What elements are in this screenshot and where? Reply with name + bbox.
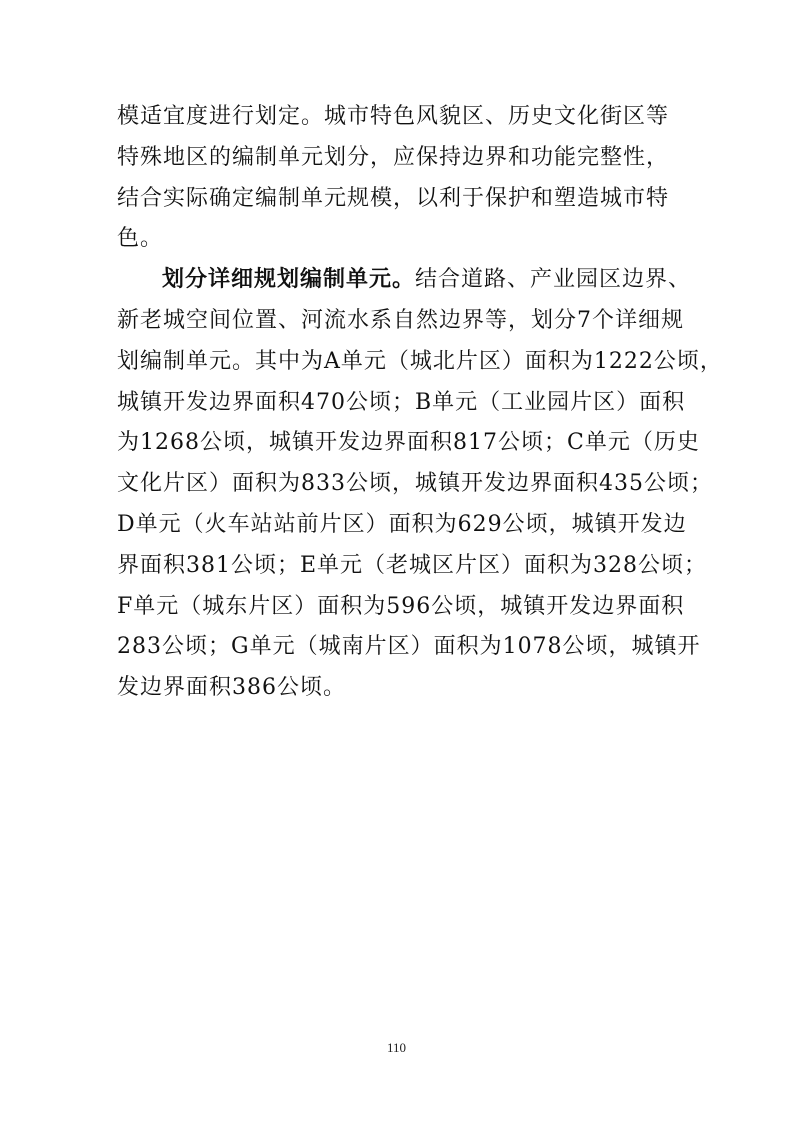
text-line: 新老城空间位置、河流水系自然边界等，划分7个详细规: [117, 307, 684, 333]
text-line: 城镇开发边界面积470公顷；B单元（工业园片区）面积: [117, 389, 686, 415]
text-line: F单元（城东片区）面积为596公顷，城镇开发边界面积: [117, 593, 685, 619]
text-line: 划编制单元。其中为A单元（城北片区）面积为1222公顷，: [117, 348, 723, 374]
text-line: 模适宜度进行划定。城市特色风貌区、历史文化街区等: [117, 104, 670, 129]
text-span: 结合道路、产业园区边界、: [415, 267, 692, 293]
text-line: 特殊地区的编制单元划分，应保持边界和功能完整性，: [117, 144, 670, 170]
text-line: D单元（火车站站前片区）面积为629公顷，城镇开发边: [117, 511, 687, 537]
text-line: 为1268公顷，城镇开发边界面积817公顷；C单元（历史: [117, 430, 700, 456]
document-body: [117, 97, 723, 709]
paragraph-2: [117, 260, 723, 709]
text-line: 283公顷；G单元（城南片区）面积为1078公顷，城镇开: [117, 634, 701, 660]
text-line: 界面积381公顷；E单元（老城区片区）面积为328公顷；: [117, 552, 708, 578]
page-number: 110: [386, 1040, 407, 1055]
section-heading: 划分详细规划编制单元。: [162, 267, 416, 293]
text-line: 发边界面积386公顷。: [117, 675, 346, 701]
text-line: 色。: [117, 226, 164, 252]
text-line: 文化片区）面积为833公顷，城镇开发边界面积435公顷；: [117, 471, 713, 497]
text-line: 结合实际确定编制单元规模，以利于保护和塑造城市特: [117, 185, 670, 211]
paragraph-1: [117, 97, 693, 260]
text-line: [117, 260, 693, 301]
